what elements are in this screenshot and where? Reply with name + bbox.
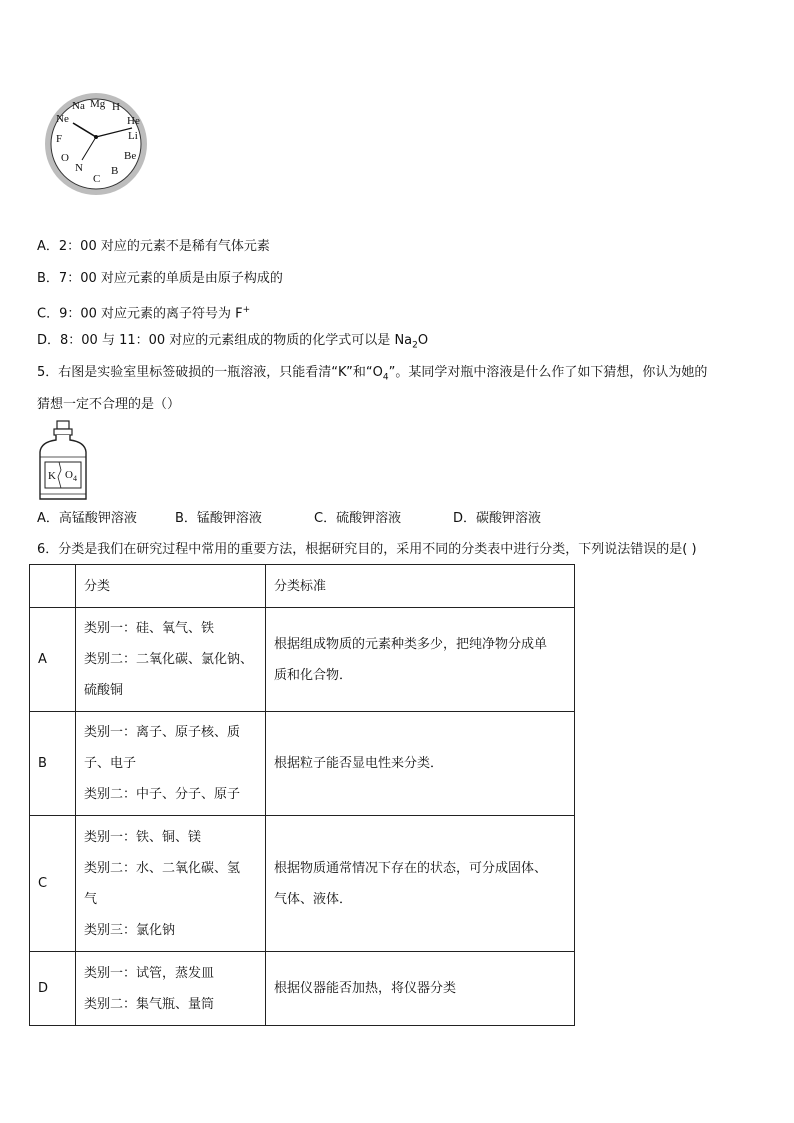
q4-option-d: D．8：00 与 11：00 对应的元素组成的物质的化学式可以是 $Na_2O$ [37,333,429,351]
clock-label-o: O [61,152,69,164]
bottle-label-o: $O_4$ [65,469,77,483]
clock-label-n: N [75,162,83,174]
row-label: B [30,712,76,816]
q5-stem: 5．右图是实验室里标签破损的一瓶溶液，只能看清“K”和“$O_4$”。某同学对瓶中溶液是什么作了如下猜想，你认为她的 [37,365,708,383]
categories-cell: 类别一：离子、原子核、质 子、电子 类别二：中子、分子、原子 [76,712,266,816]
table-header-cell [30,565,76,608]
reagent-bottle-figure [37,420,89,502]
table-row [30,816,575,952]
clock-label-ne: Ne [56,113,69,125]
table-header-row [30,565,575,608]
categories-cell: 类别一：硅、氧气、铁 类别二：二氧化碳、氯化钠、 硫酸铜 [76,608,266,712]
criteria-cell: 根据物质通常情况下存在的状态，可分成固体、 气体、液体． [266,816,575,952]
q5-option-c: C．硫酸钾溶液 [314,511,402,526]
table-row [30,952,575,1026]
q4-option-c: C．9：00 对应元素的离子符号为 F+ [37,305,251,322]
row-label: D [30,952,76,1026]
categories-cell: 类别一：试管，蒸发皿 类别二：集气瓶、量筒 [76,952,266,1026]
criteria-cell: 根据粒子能否显电性来分类． [266,712,575,816]
q5-stem-line2: 猜想一定不合理的是（） [37,397,181,412]
q4-option-b: B．7：00 对应元素的单质是由原子构成的 [37,271,283,286]
q4-option-a: A．2：00 对应的元素不是稀有气体元素 [37,239,270,254]
criteria-cell: 根据组成物质的元素种类多少，把纯净物分成单 质和化合物． [266,608,575,712]
criteria-cell: 根据仪器能否加热，将仪器分类 [266,952,575,1026]
q5-option-a: A．高锰酸钾溶液 [37,511,137,526]
clock-label-li: Li [128,130,138,142]
clock-label-b: B [111,165,119,177]
table-row [30,608,575,712]
clock-label-c: C [93,173,101,185]
clock-label-he: He [127,115,140,127]
clock-label-f: F [56,133,63,145]
clock-label-na: Na [72,100,85,112]
q6-stem: 6．分类是我们在研究过程中常用的重要方法，根据研究目的，采用不同的分类表中进行分类，下列说法错误的是( ) [37,542,697,557]
table-header-cell: 分类标准 [266,565,575,608]
bottle-label-k: K [48,470,56,482]
element-clock-figure [40,90,152,200]
q5-option-d: D．碳酸钾溶液 [453,511,542,526]
table-header-cell: 分类 [76,565,266,608]
row-label: C [30,816,76,952]
clock-label-mg: Mg [90,98,106,110]
clock-label-h: H [112,101,120,113]
clock-label-be: Be [124,150,137,162]
table-row [30,712,575,816]
row-label: A [30,608,76,712]
q5-option-b: B．锰酸钾溶液 [175,511,262,526]
categories-cell: 类别一：铁、铜、镁 类别二：水、二氧化碳、氢 气 类别三：氯化钠 [76,816,266,952]
classification-table [29,564,575,1026]
